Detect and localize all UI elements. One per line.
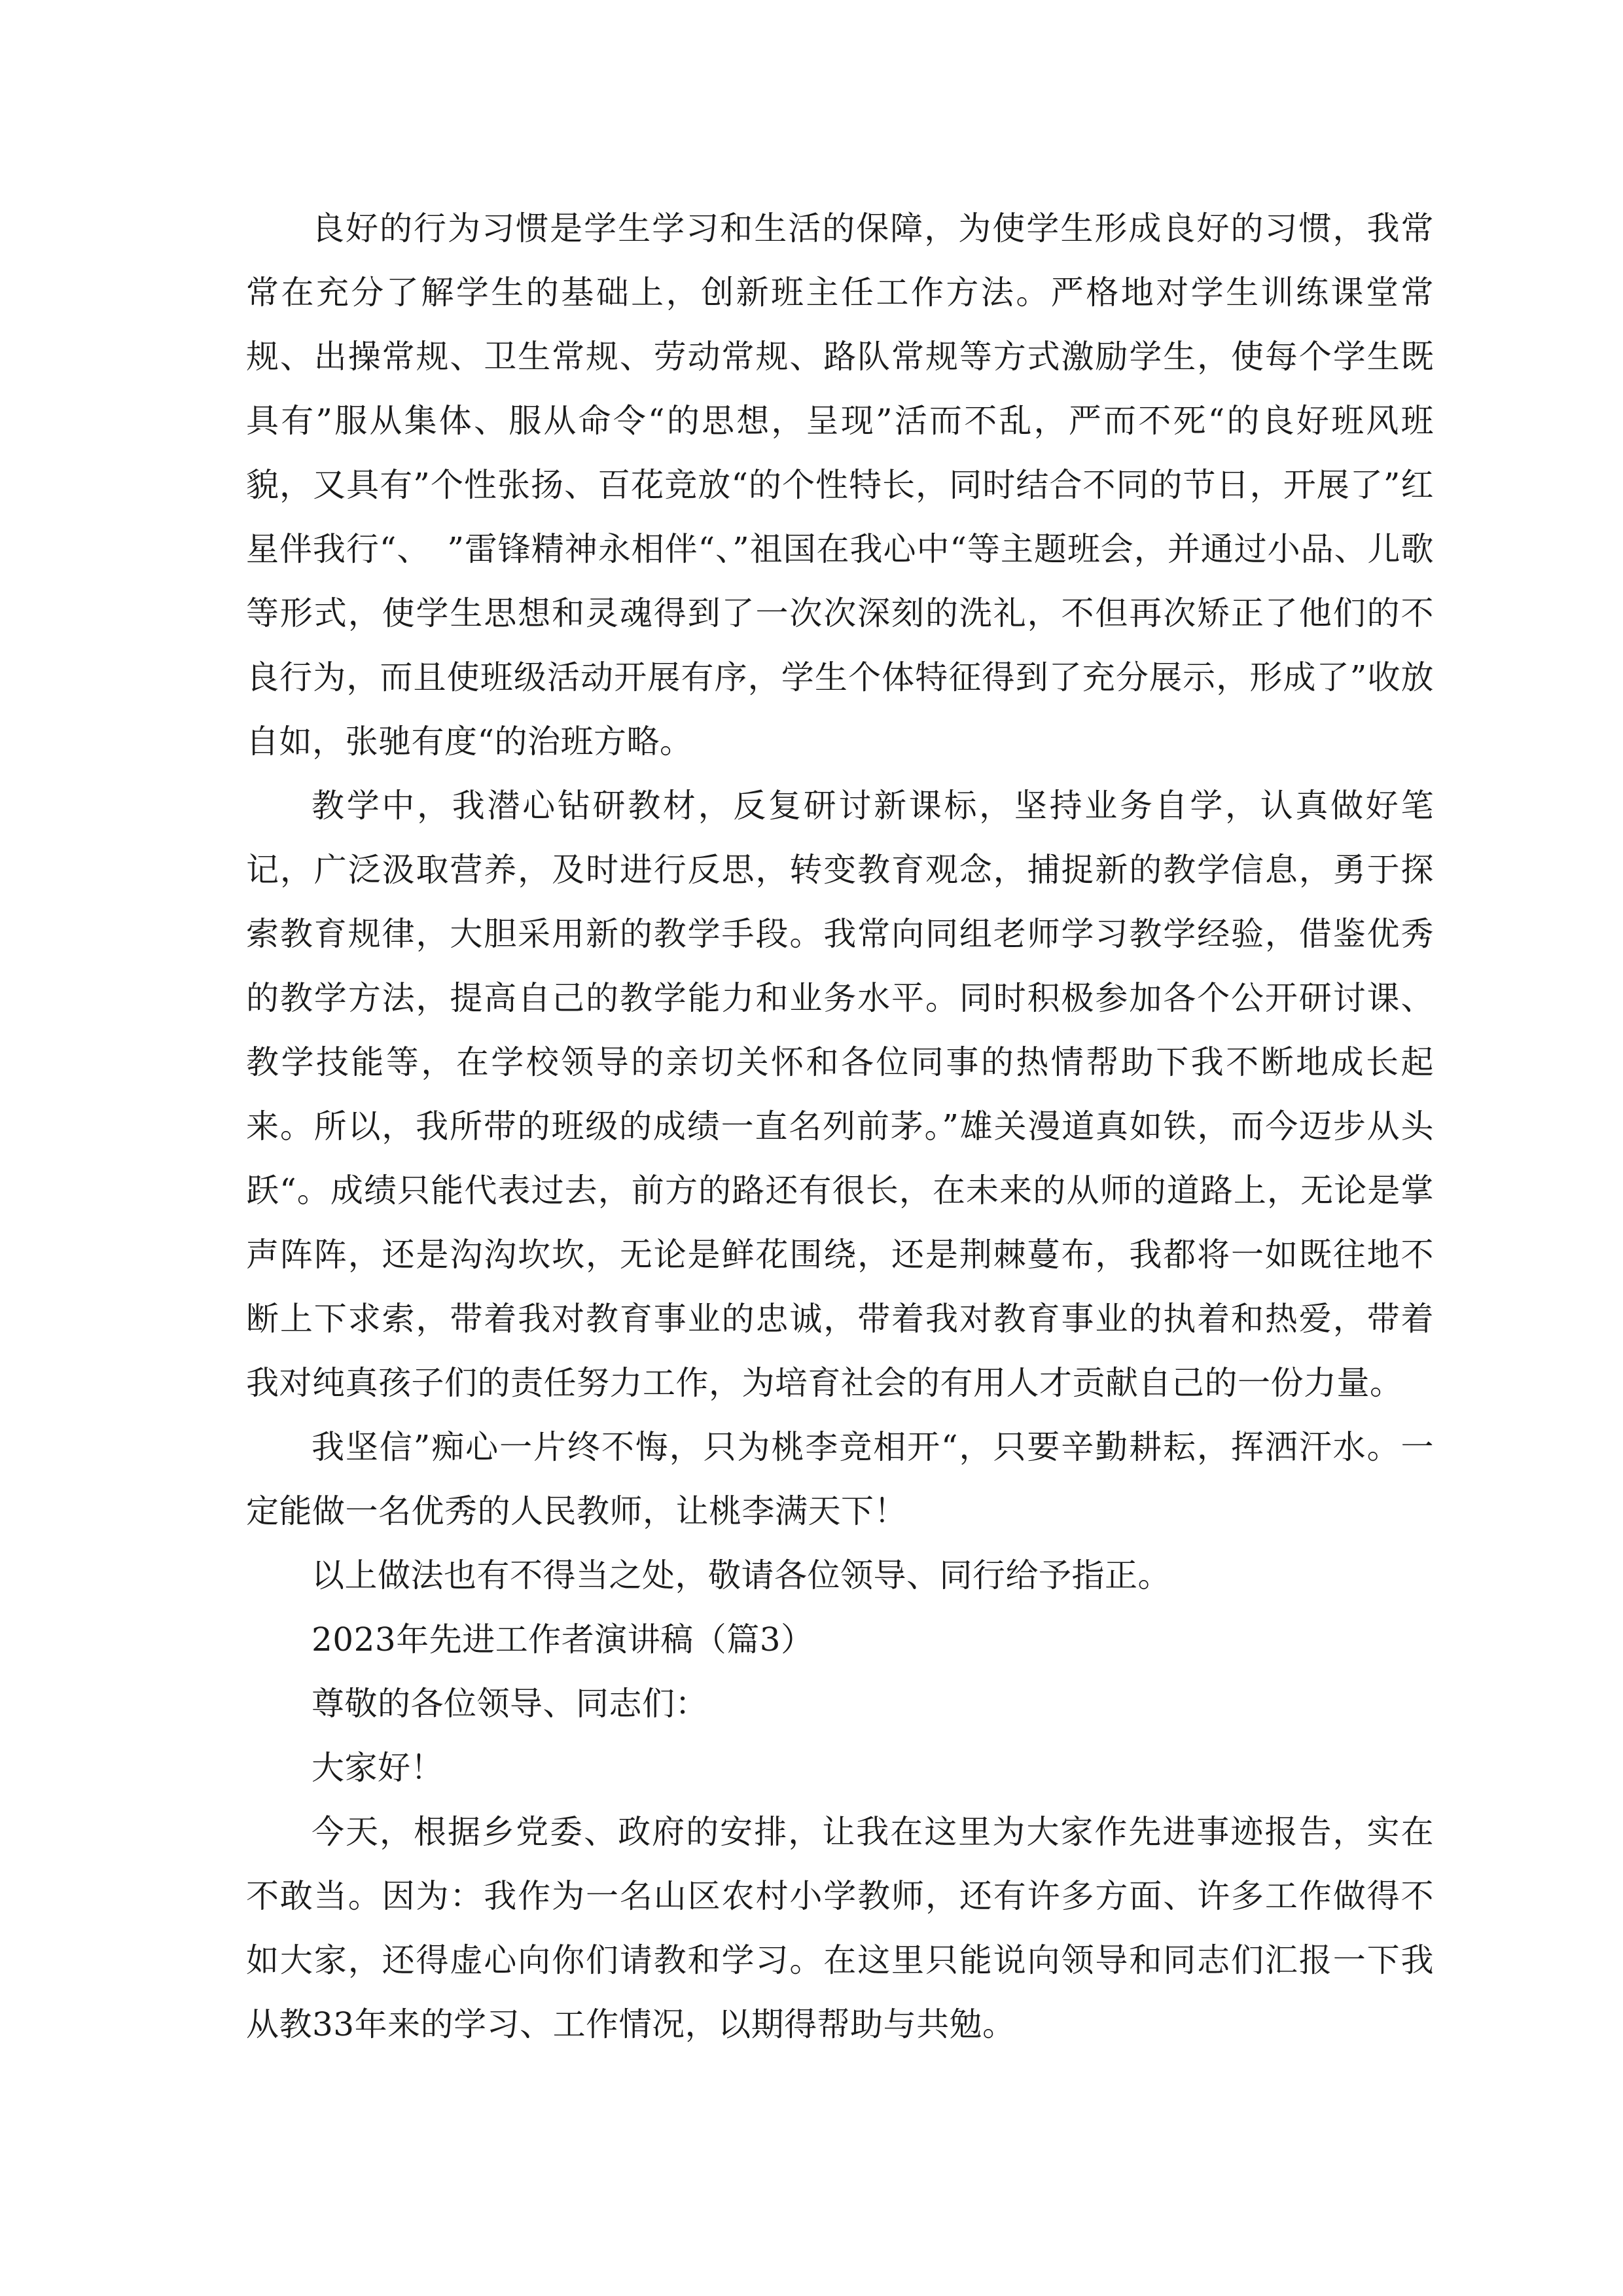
section-heading: 2023年先进工作者演讲稿（篇3） bbox=[312, 1621, 814, 1659]
greeting: 大家好！ bbox=[312, 1749, 444, 1787]
paragraph-introduction: 今天，根据乡党委、政府的安排，让我在这里为大家作先进事迹报告，实在不敢当。因为：我作为一名山区农村小学教师，还有许多方面、许多工作做得不如大家，还得虚心向你们请教和学习。在这里只能说向领导和同志们汇报一下我从教33年来的学习、工作情况，以期得帮助与共勉。 bbox=[246, 1813, 1434, 2043]
paragraph-belief: 我坚信”痴心一片终不悔，只为桃李竞相开“，只要辛勤耕耘，挥洒汗水。一定能做一名优秀的人民教师，让桃李满天下！ bbox=[246, 1428, 1434, 1530]
paragraph-teaching: 教学中，我潜心钻研教材，反复研讨新课标，坚持业务自学，认真做好笔记，广泛汲取营养，及时进行反思，转变教育观念，捕捉新的教学信息，勇于探索教育规律，大胆采用新的教学手段。我常向同组老师学习教学经验，借鉴优秀的教学方法，提高自己的教学能力和业务水平。同时积极参加各个公开研讨课、教学技能等，在学校领导的亲切关怀和各位同事的热情帮助下我不断地成长起来。所以，我所带的班级的成绩一直名列前茅。”雄关漫道真如铁，而今迈步从头跃“。成绩只能代表过去，前方的路还有很长，在未来的从师的道路上，无论是掌声阵阵，还是沟沟坎坎，无论是鲜花围绕，还是荆棘蔓布，我都将一如既往地不断上下求索，带着我对教育事业的忠诚，带着我对教育事业的执着和热爱，带着我对纯真孩子们的责任努力工作，为培育社会的有用人才贡献自己的一份力量。 bbox=[246, 787, 1434, 1402]
paragraph-behavior-habits: 良好的行为习惯是学生学习和生活的保障，为使学生形成良好的习惯，我常常在充分了解学生的基础上，创新班主任工作方法。严格地对学生训练课堂常规、出操常规、卫生常规、劳动常规、路队常规等方式激励学生，使每个学生既具有”服从集体、服从命令“的思想，呈现”活而不乱，严而不死“的良好班风班貌，又具有”个性张扬、百花竞放“的个性特长，同时结合不同的节日，开展了”红星伴我行“、 ”雷锋精神永相伴“、”祖国在我心中“等主题班会，并通过小品、儿歌等形式，使学生思想和灵魂得到了一次次深刻的洗礼，不但再次矫正了他们的不良行为，而且使班级活动开展有序，学生个体特征得到了充分展示，形成了”收放自如，张驰有度“的治班方略。 bbox=[246, 209, 1434, 761]
document-page bbox=[246, 196, 1434, 2056]
paragraph-closing: 以上做法也有不得当之处，敬请各位领导、同行给予指正。 bbox=[312, 1556, 1171, 1594]
salutation: 尊敬的各位领导、同志们： bbox=[312, 1685, 708, 1723]
